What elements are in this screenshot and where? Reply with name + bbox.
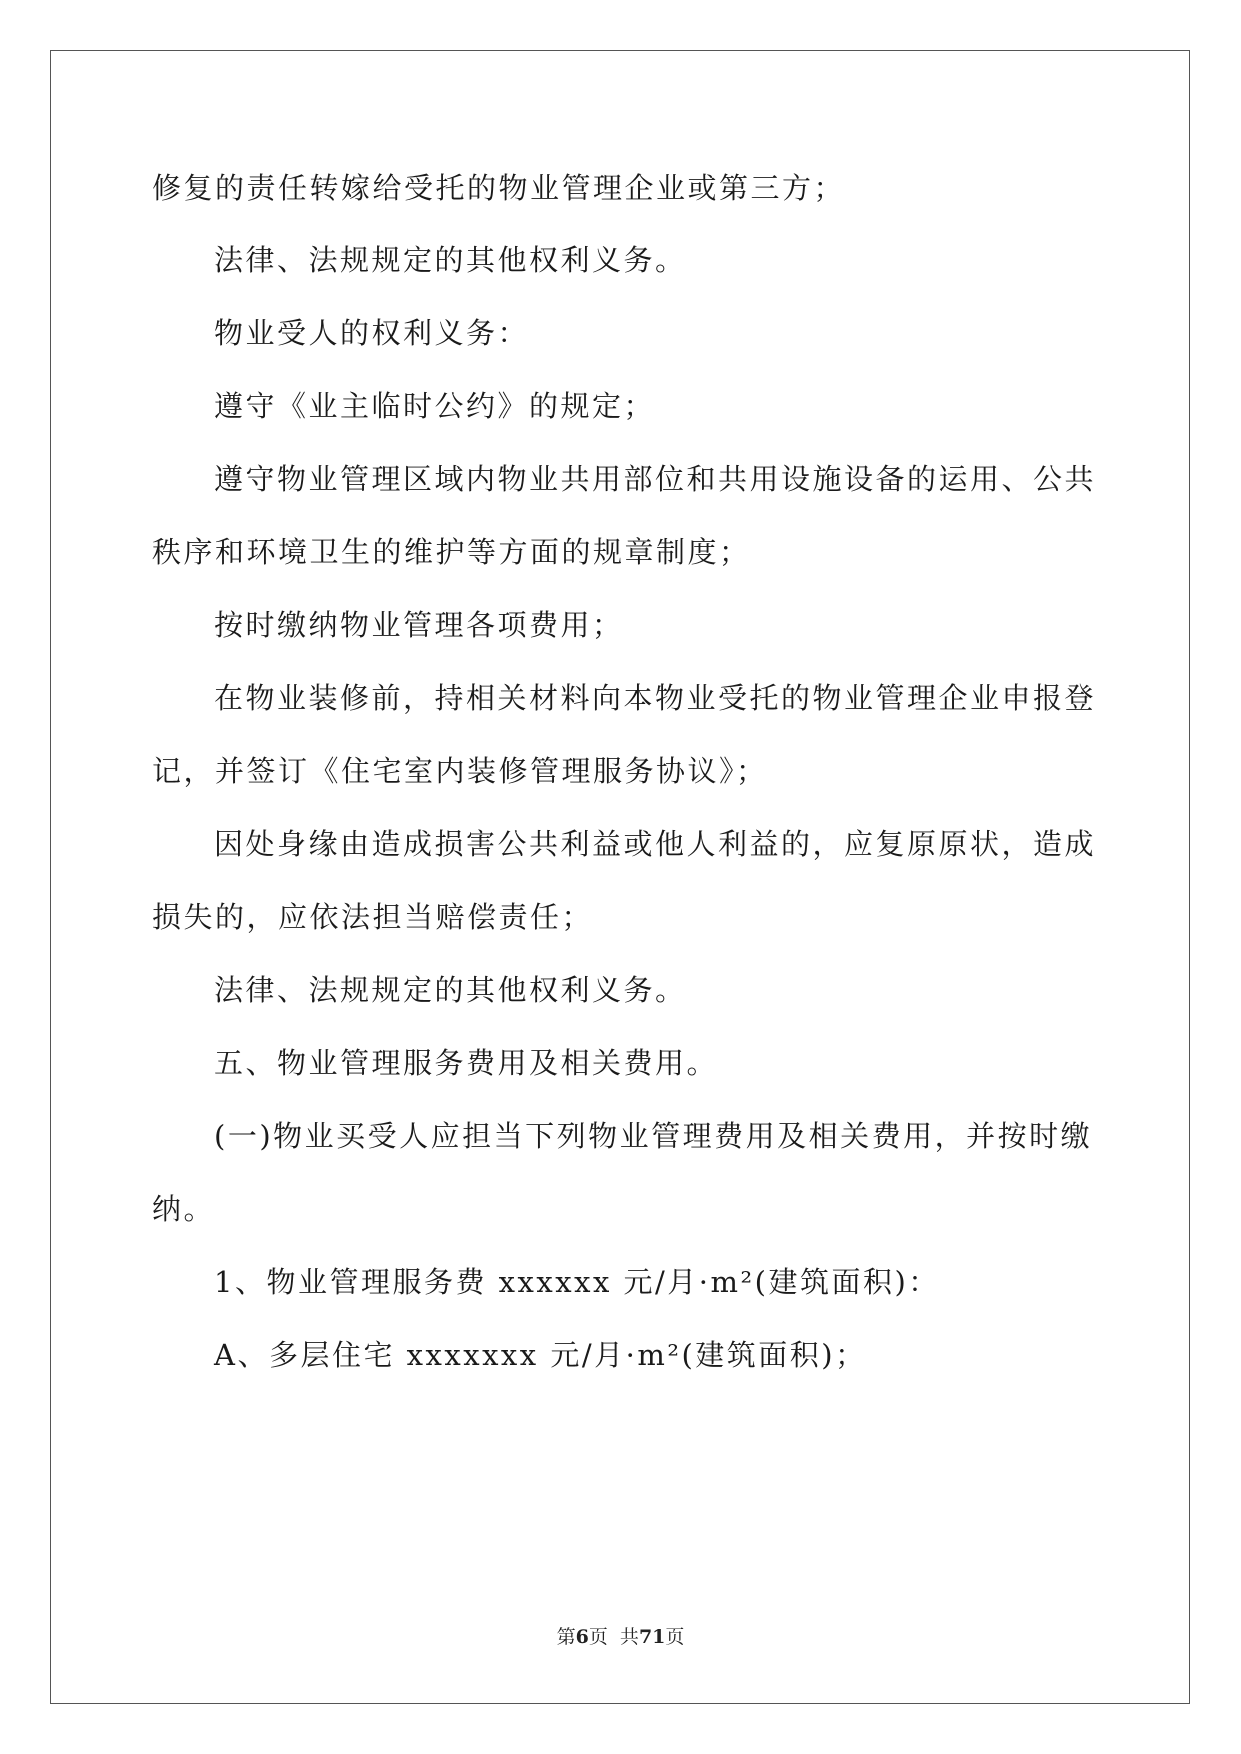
page-border bbox=[50, 50, 1190, 1704]
text-line-1: 修复的责任转嫁给受托的物业管理企业或第三方； bbox=[152, 171, 846, 205]
text-line-8: 在物业装修前，持相关材料向本物业受托的物业管理企业申报登 bbox=[214, 681, 1097, 715]
text-line-3: 物业受人的权利义务： bbox=[214, 316, 530, 350]
text-line-10: 因处身缘由造成损害公共利益或他人利益的，应复原原状，造成 bbox=[214, 827, 1097, 861]
total-page-number: 71 bbox=[638, 1626, 666, 1648]
text-line-16: 1、物业管理服务费 xxxxxx 元/月·m²(建筑面积)： bbox=[214, 1265, 940, 1299]
text-line-7: 按时缴纳物业管理各项费用； bbox=[214, 608, 624, 642]
text-line-2: 法律、法规规定的其他权利义务。 bbox=[214, 243, 687, 277]
text-line-11: 损失的，应依法担当赔偿责任； bbox=[152, 900, 594, 934]
text-line-5: 遵守物业管理区域内物业共用部位和共用设施设备的运用、公共 bbox=[214, 462, 1097, 496]
footer-mid: 页 共 bbox=[588, 1626, 639, 1648]
footer-prefix: 第 bbox=[556, 1626, 576, 1648]
text-line-9: 记，并签订《住宅室内装修管理服务协议》； bbox=[152, 754, 768, 788]
current-page-number: 6 bbox=[575, 1626, 589, 1648]
text-line-14: (一)物业买受人应担当下列物业管理费用及相关费用，并按时缴 bbox=[214, 1119, 1093, 1153]
text-line-13: 五、物业管理服务费用及相关费用。 bbox=[214, 1046, 719, 1080]
text-line-15: 纳。 bbox=[152, 1192, 216, 1226]
page-footer bbox=[0, 1622, 1241, 1649]
text-line-12: 法律、法规规定的其他权利义务。 bbox=[214, 973, 687, 1007]
text-line-4: 遵守《业主临时公约》的规定； bbox=[214, 389, 656, 423]
text-line-6: 秩序和环境卫生的维护等方面的规章制度； bbox=[152, 535, 751, 569]
text-line-17: A、多层住宅 xxxxxxx 元/月·m²(建筑面积)； bbox=[214, 1338, 867, 1372]
footer-suffix: 页 bbox=[665, 1626, 685, 1648]
